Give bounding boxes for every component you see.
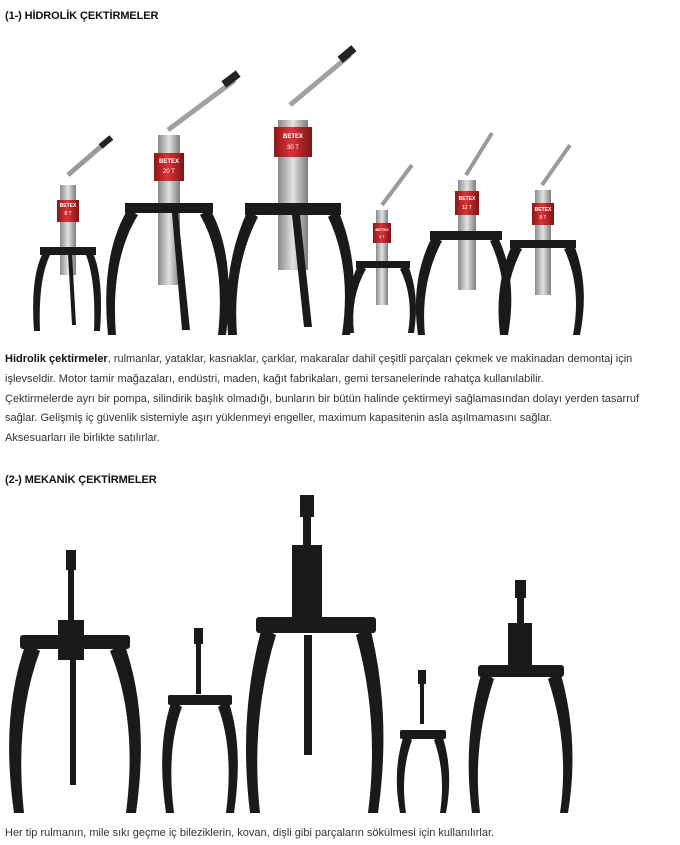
- hydraulic-puller-20t: [106, 70, 240, 335]
- brand-label: BETEX: [158, 159, 180, 165]
- capacity-label: 8 T: [539, 215, 547, 221]
- mechanical-puller-b: [162, 628, 238, 813]
- mechanical-caption: Her tip rulmanın, mile sıkı geçme iç bileziklerin, kovan, dişli gibi parçaların sökülmesi için kullanılırlar.: [5, 827, 495, 839]
- hydraulic-description: [5, 350, 665, 449]
- section1-heading: (1-) HİDROLİK ÇEKTİRMELER: [5, 10, 159, 22]
- mechanical-puller-a: [9, 550, 141, 813]
- brand-label: BETEX: [458, 196, 476, 202]
- brand-label: BETEX: [282, 134, 304, 140]
- paragraph-3: Aksesuarları ile birlikte satılırlar.: [5, 432, 160, 445]
- intro-text: , rulmanlar, yataklar, kasnaklar, çarklar, makaralar dahil çeşitli parçaları çekmek ve makinadan demontaj için işlevseldir. Motor tamir mağazaları, endüstri, maden, kağıt fabrikaları, gemi tersanelerinde rahatça kullanılabilir.: [5, 353, 633, 385]
- section2-heading: (2-) MEKANİK ÇEKTİRMELER: [5, 474, 157, 486]
- hydraulic-puller-8t-left: [33, 135, 113, 331]
- mechanical-puller-c: [246, 495, 383, 813]
- capacity-label: 4 T: [379, 234, 385, 239]
- hydraulic-puller-4t: [347, 165, 416, 333]
- hydraulic-puller-12t: [416, 133, 511, 335]
- intro-bold-term: Hidrolik çektirmeler: [5, 353, 108, 365]
- paragraph-2: Çektirmelerde ayrı bir pompa, silindirik başlık olmadığı, bunların bir bütün halinde çektirmeyi sağlamasından dolayı yerden tasarruf sağlar. Gelişmiş iç güvenlik sistemiyle aşırı yüklenmeyi engeller, maximum kapasitenin asla aşılmamasını sağlar.: [5, 392, 640, 425]
- hydraulic-pullers-photo: [0, 35, 680, 335]
- capacity-label: 12 T: [462, 205, 472, 211]
- capacity-label: 20 T: [163, 169, 175, 175]
- hydraulic-puller-8t-right: [499, 145, 584, 335]
- mechanical-pullers-photo: [0, 495, 680, 820]
- capacity-label: 8 T: [64, 211, 72, 217]
- mechanical-puller-e: [469, 580, 573, 813]
- capacity-label: 30 T: [287, 145, 299, 151]
- mechanical-puller-d: [397, 670, 449, 813]
- hydraulic-puller-30t: [227, 45, 357, 335]
- brand-label: BETEX: [59, 203, 77, 209]
- brand-label: BETEX: [375, 227, 389, 232]
- brand-label: BETEX: [534, 207, 552, 213]
